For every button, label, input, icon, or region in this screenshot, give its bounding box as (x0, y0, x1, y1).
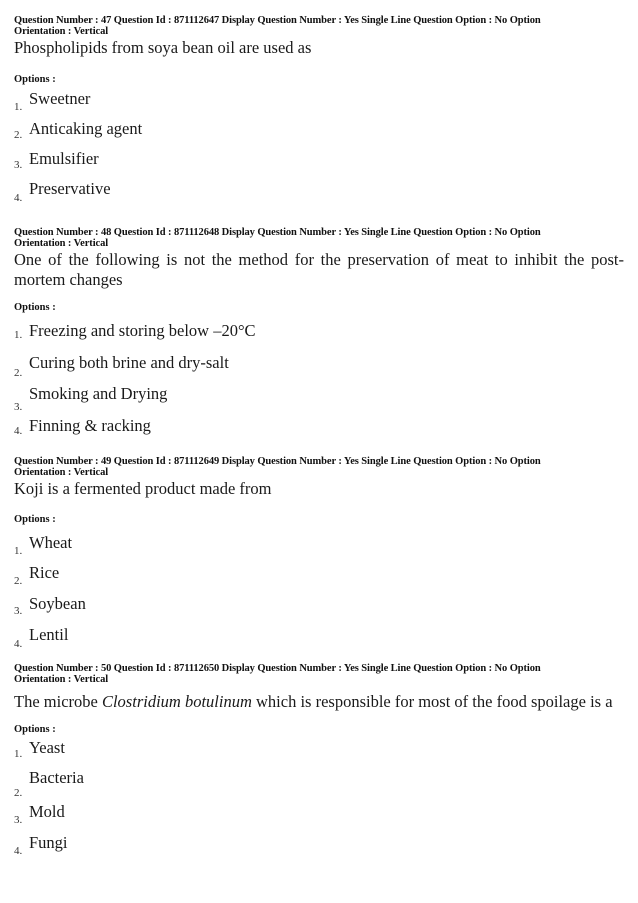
option-item (14, 150, 626, 180)
question-text-part: which is responsible for most of the food spoilage is a (251, 692, 613, 711)
question-text-italic: Clostridium botulinum (101, 692, 252, 711)
option-number: 2. (14, 367, 23, 379)
option-number: 3. (14, 605, 23, 617)
option-number: 2. (14, 129, 23, 141)
question-meta (14, 227, 626, 249)
option-item (14, 626, 626, 656)
question-meta-line: Question Number : 47 Question Id : 871112647 Display Question Number : Yes Single Line Question Option : No Option (14, 15, 541, 26)
question-meta-line: Question Number : 50 Question Id : 871112650 Display Question Number : Yes Single Line Question Option : No Option (14, 663, 541, 674)
option-text: Mold (29, 802, 65, 821)
option-number: 1. (14, 329, 23, 341)
option-item (14, 385, 626, 417)
option-text: Finning & racking (29, 416, 151, 435)
options-heading: Options : (14, 74, 56, 85)
option-text: Preservative (29, 179, 111, 198)
option-text: Rice (29, 563, 60, 582)
question-meta-line: Orientation : Vertical (14, 674, 109, 685)
option-text: Smoking and Drying (29, 384, 168, 403)
question-text: Koji is a fermented product made from (14, 479, 272, 498)
option-number: 2. (14, 575, 23, 587)
option-item (14, 534, 626, 564)
options-heading: Options : (14, 514, 56, 525)
question-meta-line: Question Number : 49 Question Id : 871112649 Display Question Number : Yes Single Line Question Option : No Option (14, 456, 541, 467)
question-block-49 (14, 456, 626, 656)
option-item (14, 834, 626, 864)
question-block-47 (14, 15, 626, 210)
question-text-part: The microbe (14, 692, 102, 711)
question-meta-line: Orientation : Vertical (14, 26, 109, 37)
option-text: Curing both brine and dry-salt (29, 353, 229, 372)
option-number: 4. (14, 425, 23, 437)
options-list (14, 534, 626, 656)
option-text: Yeast (29, 738, 65, 757)
question-meta (14, 663, 626, 685)
options-heading: Options : (14, 302, 56, 313)
options-list (14, 322, 626, 447)
option-number: 3. (14, 159, 23, 171)
option-text: Fungi (29, 833, 68, 852)
option-item (14, 180, 626, 210)
option-text: Lentil (29, 625, 69, 644)
option-text: Soybean (29, 594, 86, 613)
options-heading: Options : (14, 724, 56, 735)
option-number: 1. (14, 545, 23, 557)
option-text: Freezing and storing below –20°C (29, 321, 256, 340)
option-number: 4. (14, 845, 23, 857)
option-number: 1. (14, 748, 23, 760)
question-meta (14, 15, 626, 37)
question-text: One of the following is not the method for the preservation of meat to inhibit the post-mortem changes (14, 250, 624, 289)
option-item (14, 352, 626, 385)
question-meta-line: Orientation : Vertical (14, 238, 109, 249)
options-list (14, 90, 626, 210)
option-number: 1. (14, 101, 23, 113)
option-item (14, 322, 626, 352)
options-list (14, 739, 626, 864)
option-item (14, 769, 626, 803)
option-text: Bacteria (29, 768, 84, 787)
option-number: 4. (14, 192, 23, 204)
option-item (14, 90, 626, 120)
option-number: 2. (14, 787, 23, 799)
option-item (14, 594, 626, 626)
option-text: Sweetner (29, 89, 91, 108)
question-meta (14, 456, 626, 478)
question-meta-line: Question Number : 48 Question Id : 871112648 Display Question Number : Yes Single Line Question Option : No Option (14, 227, 541, 238)
option-text: Wheat (29, 533, 73, 552)
option-number: 4. (14, 638, 23, 650)
option-item (14, 564, 626, 594)
question-text: Phospholipids from soya bean oil are used as (14, 38, 312, 57)
option-number: 3. (14, 814, 23, 826)
option-item (14, 739, 626, 769)
option-number: 3. (14, 401, 23, 413)
option-text: Emulsifier (29, 149, 99, 168)
question-block-48 (14, 227, 626, 447)
option-text: Anticaking agent (29, 119, 143, 138)
question-text (14, 692, 626, 712)
option-item (14, 803, 626, 834)
option-item (14, 417, 626, 447)
option-item (14, 120, 626, 150)
question-meta-line: Orientation : Vertical (14, 467, 109, 478)
question-block-50 (14, 663, 626, 864)
